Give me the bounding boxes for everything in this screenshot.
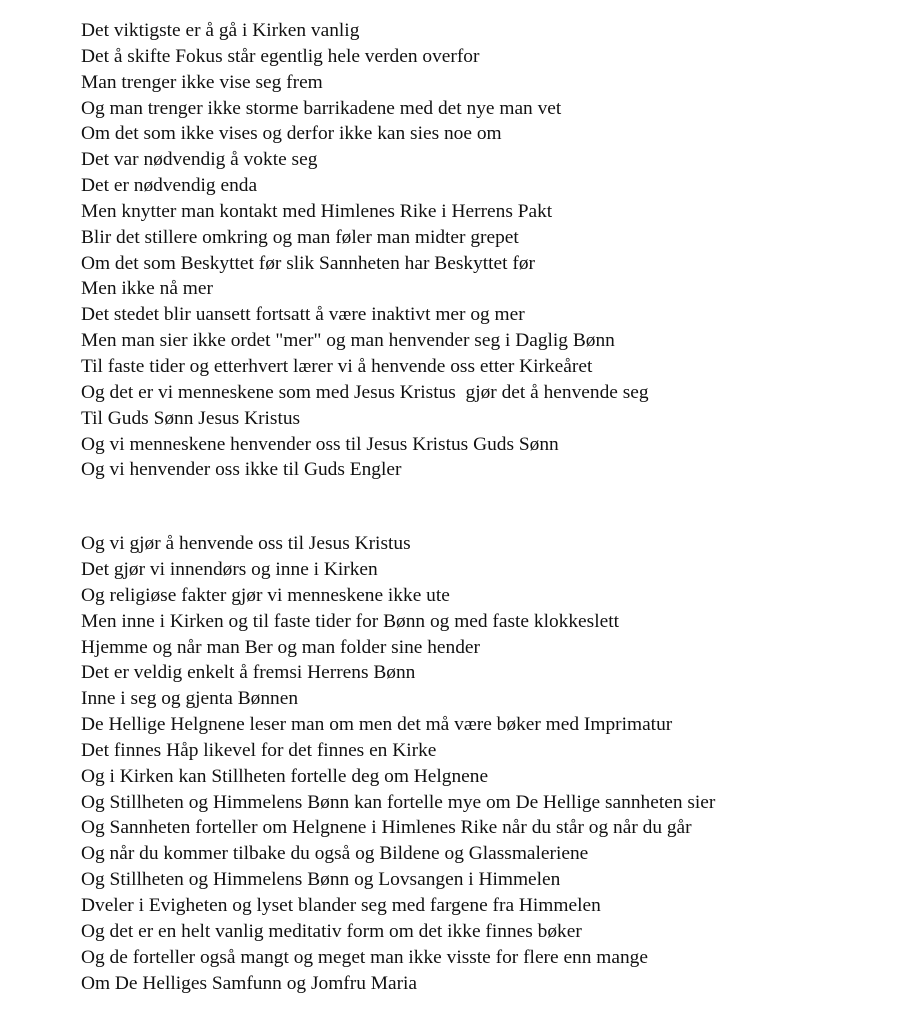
text-line: Det stedet blir uansett fortsatt å være inaktivt mer og mer: [81, 304, 525, 326]
text-line: Men ikke nå mer: [81, 278, 213, 300]
text-line: Og Sannheten forteller om Helgnene i Himlenes Rike når du står og når du går: [81, 817, 692, 839]
text-line: Til faste tider og etterhvert lærer vi å henvende oss etter Kirkeåret: [81, 355, 593, 377]
text-line: Men inne i Kirken og til faste tider for Bønn og med faste klokkeslett: [81, 610, 619, 632]
text-line: Man trenger ikke vise seg frem: [81, 71, 323, 93]
text-line: Inne i seg og gjenta Bønnen: [81, 688, 299, 710]
document-page: [81, 18, 901, 996]
text-line: Det var nødvendig å vokte seg: [81, 149, 318, 171]
stanza: [81, 531, 901, 996]
text-line: Og i Kirken kan Stillheten fortelle deg om Helgnene: [81, 765, 489, 787]
text-line: Men man sier ikke ordet "mer" og man henvender seg i Daglig Bønn: [81, 330, 615, 352]
text-line: Og Stillheten og Himmelens Bønn og Lovsangen i Himmelen: [81, 869, 561, 891]
text-line: Til Guds Sønn Jesus Kristus: [81, 407, 301, 429]
text-line: Om De Helliges Samfunn og Jomfru Maria: [81, 972, 418, 994]
text-line: Det viktigste er å gå i Kirken vanlig: [81, 20, 360, 41]
text-line: Hjemme og når man Ber og man folder sine hender: [81, 636, 480, 658]
text-line: Det finnes Håp likevel for det finnes en Kirke: [81, 739, 437, 761]
text-line: Og når du kommer tilbake du også og Bildene og Glassmaleriene: [81, 843, 589, 865]
text-line: Og det er en helt vanlig meditativ form om det ikke finnes bøker: [81, 920, 582, 942]
text-line: De Hellige Helgnene leser man om men det må være bøker med Imprimatur: [81, 714, 673, 736]
text-line: Og man trenger ikke storme barrikadene med det nye man vet: [81, 97, 562, 119]
text-line: Og det er vi menneskene som med Jesus Kristus gjør det å henvende seg: [81, 381, 649, 403]
text-line: Og religiøse fakter gjør vi menneskene ikke ute: [81, 584, 450, 606]
text-line: Det er veldig enkelt å fremsi Herrens Bønn: [81, 662, 416, 684]
text-line: Og vi menneskene henvender oss til Jesus Kristus Guds Sønn: [81, 433, 559, 455]
stanza: [81, 18, 901, 483]
text-line: Og de forteller også mangt og meget man ikke visste for flere enn mange: [81, 946, 648, 968]
text-line: Om det som ikke vises og derfor ikke kan sies noe om: [81, 123, 502, 145]
text-line: Det gjør vi innendørs og inne i Kirken: [81, 559, 378, 581]
text-line: Det er nødvendig enda: [81, 175, 258, 197]
text-line: Dveler i Evigheten og lyset blander seg med fargene fra Himmelen: [81, 895, 601, 916]
text-line: Blir det stillere omkring og man føler man midter grepet: [81, 226, 519, 248]
text-line: Om det som Beskyttet før slik Sannheten har Beskyttet før: [81, 252, 535, 274]
text-line: Det å skifte Fokus står egentlig hele verden overfor: [81, 45, 480, 67]
text-line: Men knytter man kontakt med Himlenes Rike i Herrens Pakt: [81, 200, 553, 222]
text-line: Og Stillheten og Himmelens Bønn kan fortelle mye om De Hellige sannheten sier: [81, 791, 716, 813]
text-line: Og vi gjør å henvende oss til Jesus Kristus: [81, 533, 411, 555]
text-line: Og vi henvender oss ikke til Guds Engler: [81, 459, 402, 481]
